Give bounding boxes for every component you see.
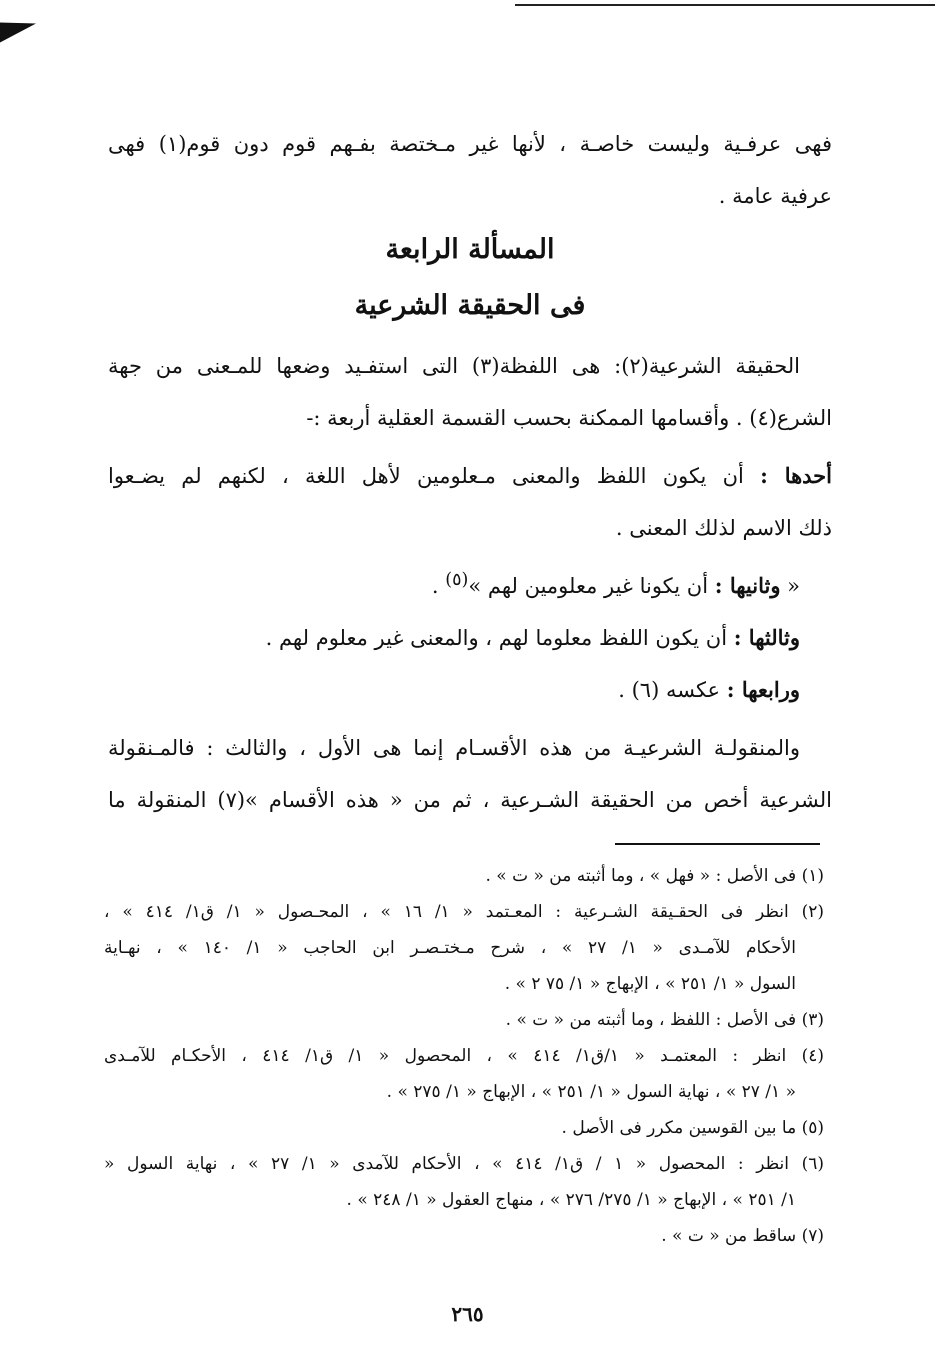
- first-division-cont: ذلك الاسم لذلك المعنى .: [615, 516, 832, 540]
- footnote-6-cont: ١/ ٢٥١ » ، الإبهاج « ١/ ٢٧٥/ ٢٧٦ » ، منهاج العقول « ١/ ٢٤٨ » .: [346, 1190, 796, 1210]
- footnotes: [104, 858, 824, 1254]
- third-division: [108, 612, 832, 664]
- second-label: وثانيها :: [714, 573, 781, 598]
- corner-mark: [0, 14, 36, 43]
- top-rule: [515, 4, 935, 6]
- footnote-5: (٥) ما بين القوسين مكرر فى الأصل .: [561, 1118, 824, 1138]
- first-label: أحدها :: [760, 463, 833, 488]
- second-text: أن يكونا غير معلومين لهم »: [468, 574, 709, 598]
- footnote-7: (٧) ساقط من « ت » .: [661, 1226, 824, 1246]
- third-text: أن يكون اللفظ معلوما لهم ، والمعنى غير معلوم لهم .: [265, 626, 728, 650]
- third-label: وثالثها :: [733, 625, 800, 650]
- section-subtitle: فى الحقيقة الشرعية: [354, 290, 586, 321]
- footnote-4: (٤) انظر : المعتمـد « ١/ق١/ ٤١٤ » ، المحصول « ١/ ق١/ ٤١٤ ، الأحكـام للآمـدى: [104, 1046, 825, 1066]
- fourth-label: ورابعها :: [726, 677, 800, 702]
- footnote-2-cont-2: السول « ١/ ٢٥١ » ، الإبهاج « ١/ ٧٥ ٢ » .: [504, 974, 796, 994]
- fourth-text: عكسه (٦) .: [618, 678, 721, 702]
- footnote-separator: [615, 843, 820, 845]
- closing-line-1: والمنقولـة الشرعيـة من هذه الأقسـام إنما هى الأول ، والثالث : فالمـنقولة: [108, 736, 800, 760]
- intro-line-1: فهى عرفـية وليست خاصـة ، لأنها غير مـختصة بفـهم قوم دون قوم(١) فهى: [108, 132, 832, 156]
- page-number: ٢٦٥: [451, 1302, 484, 1326]
- footnote-6: (٦) انظر : المحصول « ١ / ق١/ ٤١٤ » ، الأحكام للآمدى « ١/ ٢٧ » ، نهاية السول «: [104, 1154, 825, 1174]
- definition-line-2: الشرع(٤) . وأقسامها الممكنة بحسب القسمة العقلية أربعة :-: [306, 406, 832, 430]
- footnote-3: (٣) فى الأصل : اللفظ ، وما أثبته من « ت » .: [505, 1010, 824, 1030]
- page-body: [108, 118, 832, 826]
- closing-line-2: الشرعية أخص من الحقيقة الشـرعية ، ثم من « هذه الأقسام »(٧) المنقولة ما: [108, 788, 833, 812]
- footnote-2-cont-1: الأحكام للآمـدى « ١/ ٢٧ » ، شرح مـختـصـر ابن الحاجب « ١/ ١٤٠ » ، نهـاية: [104, 938, 796, 958]
- footnote-1: (١) فى الأصل : « فهل » ، وما أثبته من « ت » .: [485, 866, 824, 886]
- first-division: [108, 450, 832, 502]
- footnote-4-cont: « ١/ ٢٧ » ، نهاية السول « ١/ ٢٥١ » ، الإبهاج « ١/ ٢٧٥ » .: [386, 1082, 796, 1102]
- second-open-quote: «: [780, 574, 800, 598]
- first-text: أن يكون اللفظ والمعنى مـعلومين لأهل اللغة ، لكنهم لم يضـعوا: [108, 464, 744, 488]
- definition-line-1: الحقيقة الشرعية(٢): هى اللفظة(٣) التى استفـيد وضعها للمـعنى من جهة: [108, 354, 801, 378]
- footnote-ref-5: (٥): [445, 570, 469, 590]
- footnote-2: (٢) انظر فى الحقـيقة الشـرعية : المعـتمد « ١/ ١٦ » ، المحـصول « ١/ ق١/ ٤١٤ » ،: [104, 902, 824, 922]
- second-division: [108, 554, 832, 612]
- second-end: .: [431, 574, 446, 598]
- intro-line-2: عرفية عامة .: [718, 184, 832, 208]
- fourth-division: [108, 664, 832, 716]
- section-title: المسألة الرابعة: [385, 234, 555, 265]
